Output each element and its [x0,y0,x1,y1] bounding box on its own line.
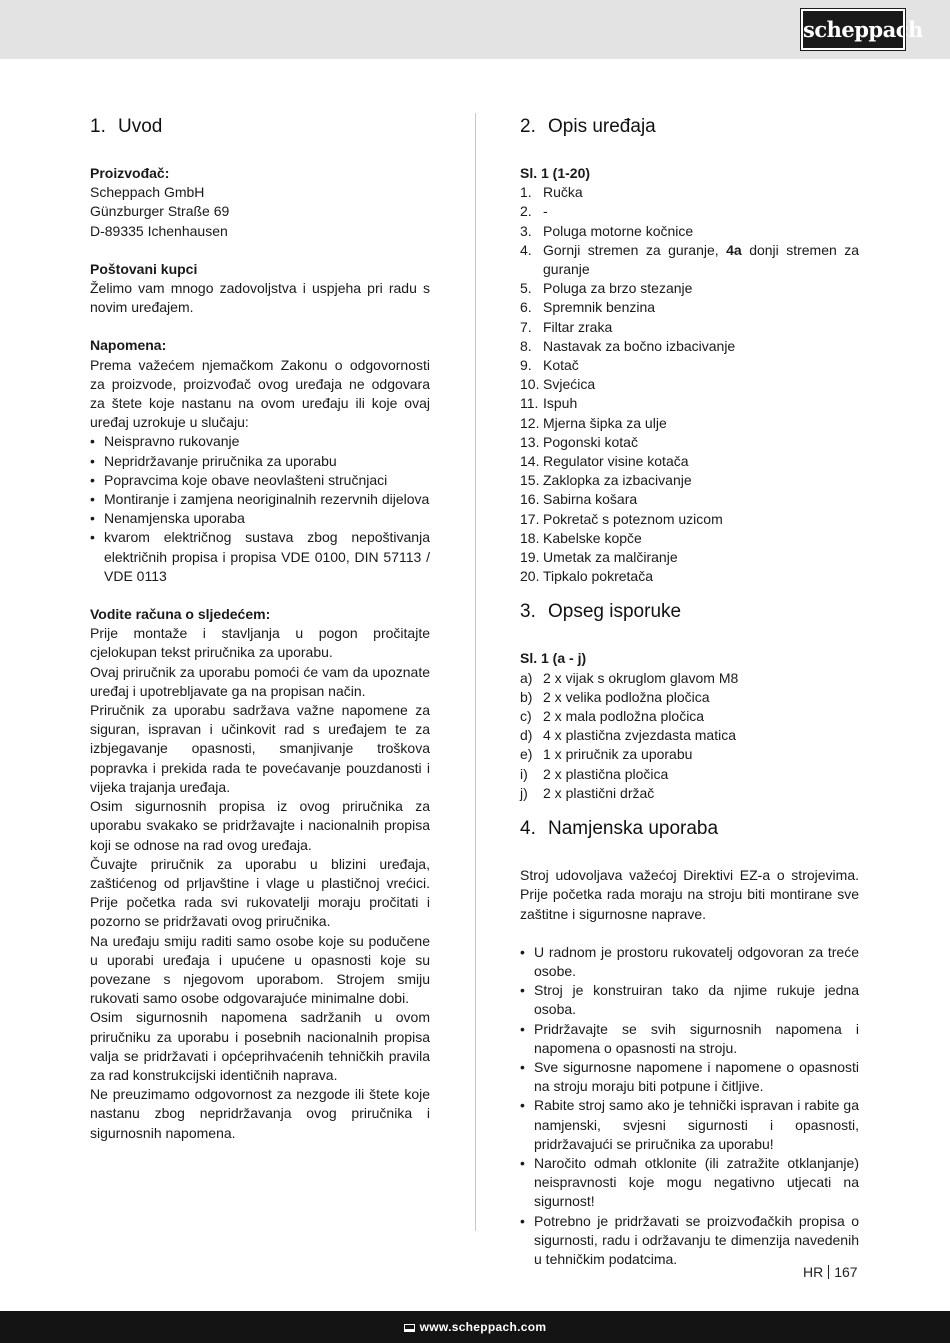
address-line: Scheppach GmbH [90,184,205,201]
section-title: Opseg isporuke [548,601,682,623]
brand-logo: scheppach [801,9,905,50]
footer-bar [0,1311,950,1343]
list-item: 2. - [520,203,548,220]
paragraph: Prije montaže i stavljanja u pogon pročitajte cjelokupan tekst priručnika za uporabu. [90,625,430,661]
intended-use-list [520,943,859,1269]
list-item: 10. Svjećica [520,376,596,393]
paragraph: Čuvajte priručnik za uporabu u blizini uređaja, zaštićenog od prljavštine i vlage u plastičnoj vrećici. Prije početka rada svi rukovatelji moraju pročitati i pozorno se pridržavati ovog priručnika. [90,855,430,930]
language-code: HR [803,1264,824,1280]
paragraph: Priručnik za uporabu sadržava važne napomene za siguran, ispravan i učinkovit rad s uređajem te za izbjegavanje opasnosti, smanjivanje troškova popravka i prekida rada te povećavanje pouzdanosti i vijeka trajanja uređaja. [90,702,430,795]
list-item: • Nepridržavanje priručnika za uporabu [90,452,430,471]
list-item: • Naročito odmah otklonite (ili zatražite otklanjanje) neispravnosti koje mogu negativno utjecati na sigurnost! [520,1154,859,1212]
right-column [520,112,859,1269]
section-title: Uvod [118,116,163,137]
list-item: 17. Pokretač s poteznom uzicom [520,510,723,527]
consider-label: Vodite računa o sljedećem: [90,606,271,623]
computer-icon [404,1324,415,1332]
paragraph: Ne preuzimamo odgovornost za nezgode ili štete koje nastanu zbog nepridržavanja ovog priručnika i sigurnosnih napomena. [90,1086,430,1141]
address-line: Günzburger Straße 69 [90,203,230,220]
website-url[interactable]: www.scheppach.com [419,1320,547,1334]
list-item: 12. Mjerna šipka za ulje [520,414,667,431]
section-number: 3. [520,601,536,623]
section-2-heading [520,112,859,142]
paragraph: Osim sigurnosnih propisa iz ovog priručnika za uporabu svakako se pridržavajte i nacionalnih propisa koji se odnose na rad ovog uređaja. [90,798,430,853]
list-item: b) 2 x velika podložna pločica [520,688,710,705]
list-item: • Nenamjenska uporaba [90,509,430,528]
dear-customers-text: Želimo vam mnogo zadovoljstva i uspjeha pri radu s novim uređajem. [90,280,430,316]
list-item: 9. Kotač [520,357,579,374]
list-item: a) 2 x vijak s okruglom glavom M8 [520,669,739,686]
list-item: • Neispravno rukovanje [90,432,430,451]
section-number: 1. [90,116,106,137]
column-divider [475,113,476,1231]
list-item: • kvarom električnog sustava zbog nepoštivanja električnih propisa i propisa VDE 0100, DIN 57113 / VDE 0113 [90,528,430,586]
list-item: 18. Kabelske kopče [520,529,642,546]
list-item: e) 1 x priručnik za uporabu [520,746,693,763]
list-item: i) 2 x plastična pločica [520,765,669,782]
left-column [90,112,430,1143]
list-item: • Sve sigurnosne napomene i napomene o opasnosti na stroju moraju biti potpune i čitljive. [520,1058,859,1096]
list-item: 16. Sabirna košara [520,491,638,508]
address-line: D-89335 Ichenhausen [90,222,228,239]
intended-use-intro: Stroj udovoljava važećoj Direktivi EZ-a o strojevima. Prije početka rada moraju na stroju biti montirane sve zaštitne i sigurnosne naprave. [520,867,859,922]
note-text: Prema važećem njemačkom Zakonu o odgovornosti za proizvode, proizvođač ovog uređaja ne odgovara za štete koje nastanu na ovom uređaju ili koje ovaj uređaj uzrokuje u slučaju: [90,356,430,431]
list-item: • Potrebno je pridržavati se proizvođačkih propisa o sigurnosti, radu i održavanju te dimenzija navedenih u tehničkim podatcima. [520,1212,859,1270]
list-item: 11. Ispuh [520,395,578,412]
section-title: Namjenska uporaba [548,818,719,840]
list-item: • Rabite stroj samo ako je tehnički ispravan i rabite ga namjenski, svjesni sigurnosti i opasnosti, pridržavajući se priručnika za uporabu! [520,1096,859,1154]
list-item: 4. Gornji stremen za guranje, 4a donji stremen za guranje [520,241,860,278]
list-item: 13. Pogonski kotač [520,433,638,450]
parts-list [520,183,859,586]
page-number-value: 167 [834,1264,858,1280]
list-item: • Stroj je konstruiran tako da njime rukuje jedna osoba. [520,981,859,1019]
section-title: Opis uređaja [548,116,656,137]
top-bar [0,0,950,59]
page-number [803,1263,858,1282]
list-item: c) 2 x mala podložna pločica [520,708,705,725]
section-3-heading [520,597,859,627]
list-item: • Popravcima koje obave neovlašteni stručnjaci [90,471,430,490]
list-item: 3. Poluga motorne kočnice [520,222,694,239]
list-item: j) 2 x plastični držač [520,784,655,801]
list-item: 5. Poluga za brzo stezanje [520,280,693,297]
list-item: 6. Spremnik benzina [520,299,656,316]
paragraph: Osim sigurnosnih napomena sadržanih u ovom priručniku za uporabu i posebnih nacionalnih propisa valja se pridržavati i općeprihvaćenih tehničkih pravila za rad konstrukcijski identičnih naprava. [90,1009,430,1083]
paragraph: Na uređaju smiju raditi samo osobe koje su podučene u uporabi uređaja i upućene u opasnosti koje su povezane s njegovom uporabom. Strojem smiju rukovati samo osobe odgovarajuće minimalne dobi. [90,932,430,1007]
list-item: • U radnom je prostoru rukovatelj odgovoran za treće osobe. [520,943,859,981]
section-1-heading [90,112,430,142]
list-item: d) 4 x plastična zvjezdasta matica [520,727,736,744]
list-item: 19. Umetak za malčiranje [520,549,678,566]
figure-ref: Sl. 1 (a - j) [520,650,587,667]
manufacturer-label: Proizvođač: [90,165,170,181]
list-item: 20. Tipkalo pokretača [520,568,653,585]
note-list [90,432,430,586]
figure-ref: Sl. 1 (1-20) [520,165,591,181]
section-number: 4. [520,818,536,840]
list-item: • Montiranje i zamjena neoriginalnih rezervnih dijelova [90,490,430,509]
paragraph: Ovaj priručnik za uporabu pomoći će vam da upoznate uređaj i upotrebljavate ga na propisan način. [90,663,430,699]
note-label: Napomena: [90,337,167,354]
list-item: 8. Nastavak za bočno izbacivanje [520,337,736,354]
list-item: 7. Filtar zraka [520,318,613,335]
section-4-heading [520,814,859,844]
section-number: 2. [520,116,536,137]
delivery-list [520,669,859,803]
dear-customers-label: Poštovani kupci [90,260,198,277]
list-item: 1. Ručka [520,184,583,201]
list-item: • Pridržavajte se svih sigurnosnih napomena i napomena o opasnosti na stroju. [520,1020,859,1058]
list-item: 15. Zaklopka za izbacivanje [520,472,692,489]
list-item: 14. Regulator visine kotača [520,453,689,470]
